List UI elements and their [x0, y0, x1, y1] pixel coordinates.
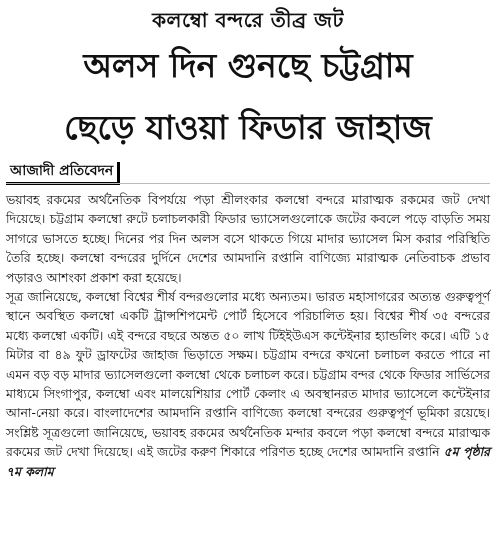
- byline: আজাদী প্রতিবেদন: [6, 162, 120, 185]
- headline-line-2: ছেড়ে যাওয়া ফিডার জাহাজ: [64, 108, 432, 147]
- continuation-jump: ৫ম পৃষ্ঠার ৭ম কলাম: [6, 444, 490, 479]
- kicker-headline: কলম্বো বন্দরে তীব্র জট: [152, 8, 344, 32]
- byline-block: [6, 162, 490, 184]
- headline-line-1: অলস দিন গুনছে চট্টগ্রাম: [83, 46, 413, 85]
- paragraph-2-text: সূত্র জানিয়েছে, কলম্বো বিশ্বের শীর্ষ বন্দরগুলোর মধ্যে অন্যতম। ভারত মহাসাগরের অত্যন্ত গুরুত্বপূর্ণ স্থানে অবস্থিত কলম্বো একটি ট্রান্সশিপমেন্ট পোর্ট হিসেবে পরিচালিত হয়। বিশ্বের শীর্ষ ৩৫ বন্দরের মধ্যে কলম্বো একটি। এই বন্দরে বছরে অন্তত ৫০ লাখ টিইইউএস কন্টেইনার হ্যান্ডলিং করে। এটি ১৫ মিটার বা ৪৯ ফুট ড্রাফটের জাহাজ ভিড়াতে সক্ষম। চট্টগ্রাম বন্দরে কখনো চলাচল করতে পারে না এমন বড় বড় মাদার ভ্যাসেলগুলো কলম্বো থেকে চলাচল করে। চট্টগ্রাম বন্দর থেকে ফিডার সার্ভিসের মাধ্যমে সিংগাপুর, কলম্বো এবং মালয়েশিয়ার পোর্ট কেলাং এ অবস্থানরত মাদার ভ্যাসেলে কন্টেইনার আনা-নেয়া করে। বাংলাদেশের আমদানি রপ্তানি বাণিজ্যে কলম্বো বন্দরের গুরুত্বপূর্ণ ভূমিকা রয়েছে। সংশ্লিষ্ট সূত্রগুলো জানিয়েছে, ভয়াবহ রকমের অর্থনৈতিক মন্দার কবলে পড়া কলম্বো বন্দরে মারাত্মক রকমের জট দেখা দিয়েছে। এই জটের করুণ শিকারে পরিণত হচ্ছে দেশের আমদানি রপ্তানি: [6, 289, 490, 460]
- paragraph-2: [6, 287, 490, 481]
- paragraph-1: ভয়াবহ রকমের অর্থনৈতিক বিপর্যয়ে পড়া শ্রীলংকার কলম্বো বন্দরে মারাত্মক রকমের জট দেখা দিয়েছে। চট্টগ্রাম কলম্বো রুটে চলাচলকারী ফিডার ভ্যাসেলগুলোকে জটের কবলে পড়ে বাড়তি সময় সাগরে ভাসতে হচ্ছে। দিনের পর দিন অলস বসে থাকতে গিয়ে মাদার ভ্যাসেল মিস করার পরিস্থিতি তৈরি হচ্ছে। কলম্বো বন্দরের দুর্দিনে দেশের আমদানি রপ্তানি বাণিজ্যে মারাত্মক নেতিবাচক প্রভাব পড়ারও আশংকা প্রকাশ করা হয়েছে।: [6, 192, 490, 285]
- byline-rule: [6, 183, 490, 184]
- article-body: [6, 190, 490, 481]
